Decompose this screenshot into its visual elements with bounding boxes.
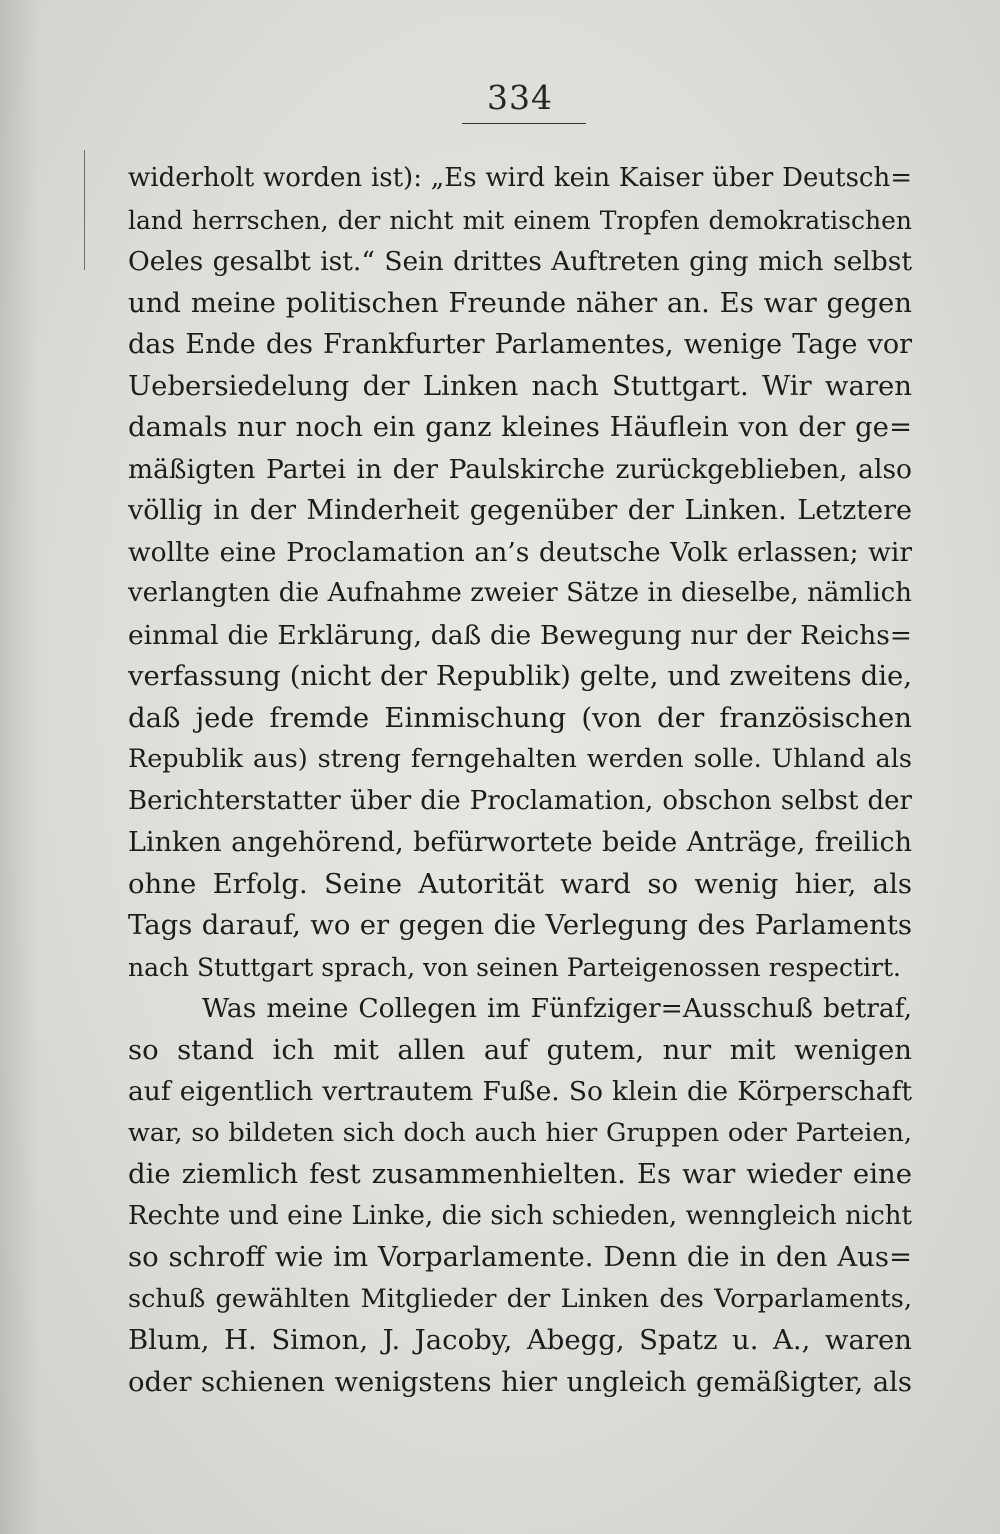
text-line: war, so bildeten sich doch auch hier Gruppen oder Parteien, (128, 1117, 912, 1148)
text-line: so stand ich mit allen auf gutem, nur mit wenigen (128, 1033, 912, 1066)
text-line: Rechte und eine Linke, die sich schieden, wenngleich nicht (128, 1200, 912, 1231)
text-line: auf eigentlich vertrautem Fuße. So klein die Körperschaft (128, 1076, 912, 1107)
text-line: verlangten die Aufnahme zweier Sätze in dieselbe, nämlich (128, 578, 912, 608)
text-line: Linken angehörend, befürwortete beide Anträge, freilich (128, 827, 912, 858)
text-line: verfassung (nicht der Republik) gelte, und zweitens die, (128, 660, 912, 692)
text-line: und meine politischen Freunde näher an. Es war gegen (128, 286, 912, 319)
text-line: Republik aus) streng ferngehalten werden solle. Uhland als (128, 744, 912, 774)
text-line: mäßigten Partei in der Paulskirche zurückgeblieben, also (128, 453, 912, 485)
body-text (128, 158, 912, 1403)
text-line: die ziemlich fest zusammenhielten. Es war wieder eine (128, 1158, 912, 1190)
page-number: 334 (487, 78, 553, 117)
text-line: Berichterstatter über die Proclamation, obschon selbst der (128, 785, 912, 816)
text-line: Was meine Collegen im Fünfziger=Ausschuß betraf, (202, 993, 912, 1024)
margin-mark (84, 150, 85, 270)
text-line: wollte eine Proclamation an’s deutsche Volk erlassen; wir (128, 536, 912, 568)
text-line: Oeles gesalbt ist.“ Sein drittes Auftreten ging mich selbst (128, 246, 912, 277)
text-line: Tags darauf, wo er gegen die Verlegung des Parlaments (128, 909, 912, 941)
text-line: land herrschen, der nicht mit einem Tropfen demokratischen (128, 205, 912, 235)
text-line: so schroff wie im Vorparlamente. Denn die in den Aus= (128, 1241, 912, 1273)
text-line: einmal die Erklärung, daß die Bewegung nur der Reichs= (128, 619, 912, 651)
text-line: daß jede fremde Einmischung (von der französischen (128, 701, 912, 734)
text-line: das Ende des Frankfurter Parlamentes, wenige Tage vor (128, 329, 912, 360)
text-line: Uebersiedelung der Linken nach Stuttgart. Wir waren (128, 369, 912, 402)
text-line: schuß gewählten Mitglieder der Linken des Vorparlaments, (128, 1283, 912, 1314)
text-line: widerholt worden ist): „Es wird kein Kaiser über Deutsch= (128, 163, 912, 193)
header-rule (462, 123, 586, 124)
text-line: ohne Erfolg. Seine Autorität ward so wenig hier, als (128, 867, 912, 900)
text-line: Blum, H. Simon, J. Jacoby, Abegg, Spatz u. A., waren (128, 1324, 912, 1356)
text-line: damals nur noch ein ganz kleines Häuflein von der ge= (128, 411, 912, 443)
text-line: völlig in der Minderheit gegenüber der Linken. Letztere (128, 495, 912, 526)
text-line: oder schienen wenigstens hier ungleich gemäßigter, als (128, 1365, 912, 1398)
text-line: nach Stuttgart sprach, von seinen Parteigenossen respectirt. (128, 952, 901, 982)
